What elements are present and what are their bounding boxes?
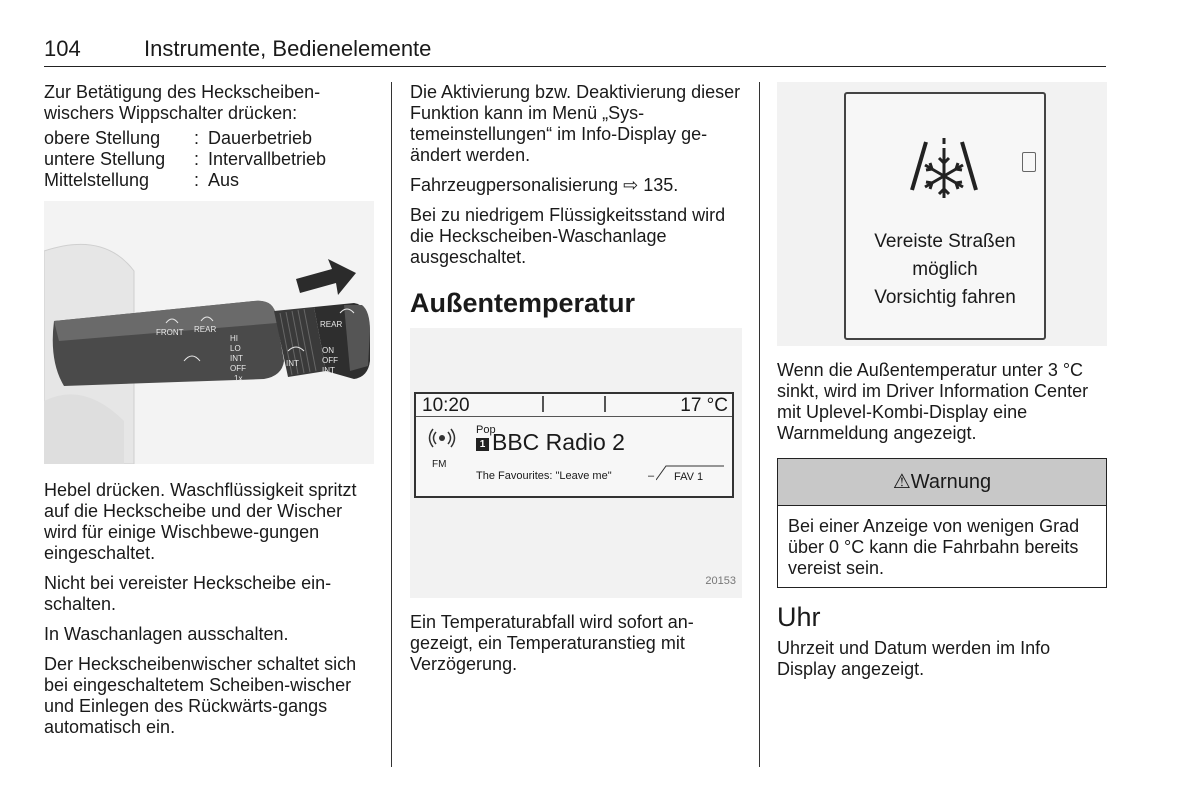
paragraph: Die Aktivierung bzw. Deaktivierung dieser Funktion kann im Menü „Sys-temeinstellungen“ im Info-Display ge-ändert werden. (410, 82, 741, 165)
wiper-stalk-illustration (44, 201, 374, 464)
outside-temperature: 17 °C (680, 395, 728, 416)
status-bar (416, 394, 732, 417)
dic-message (846, 228, 1044, 312)
label-int: INT (230, 354, 243, 363)
position-key: obere Stellung (44, 128, 161, 148)
paragraph: Bei zu niedrigem Flüssigkeitsstand wird die Heckscheiben-Waschanlage ausgeschaltet. (410, 205, 726, 267)
paragraph: In Waschanlagen ausschalten. (44, 624, 289, 644)
preset-badge: 1 (476, 438, 489, 451)
paragraph: Ein Temperaturabfall wird sofort an-gezeigt, ein Temperaturanstieg mit Verzögerung. (410, 612, 694, 674)
switch-positions (44, 128, 374, 191)
snowflake-road-icon (908, 134, 980, 211)
column-1 (44, 82, 374, 747)
column-divider (391, 82, 392, 767)
position-sep: : (194, 170, 200, 190)
divider (604, 396, 606, 412)
position-sep: : (194, 149, 200, 169)
position-row (44, 128, 374, 149)
position-value: Intervallbetrieb (208, 149, 327, 169)
label-off2: OFF (322, 356, 338, 365)
dic-line: Vorsichtig fahren (874, 287, 1016, 308)
position-sep: : (194, 128, 200, 148)
position-value: Aus (208, 170, 240, 190)
warning-title: Warnung (910, 471, 992, 493)
column-2 (410, 82, 745, 684)
wiper-intro: Zur Betätigung des Heckscheiben-wischers Wippschalter drücken: (44, 82, 321, 123)
paragraph: Wenn die Außentemperatur unter 3 °C sinkt, wird im Driver Information Center mit Uplevel-Kombi-Display eine Warnmeldung angezeigt. (777, 360, 1089, 443)
info-display-screen (414, 392, 734, 498)
figure-id: 20153 (705, 575, 736, 587)
radio-icon (428, 428, 456, 457)
fav-label: FAV 1 (674, 471, 704, 483)
paragraph: Fahrzeugpersonalisierung ⇨ 135. (410, 175, 679, 195)
dic-screen (844, 92, 1046, 340)
divider (542, 396, 544, 412)
label-lo: LO (230, 344, 241, 353)
section-heading: Außentemperatur (410, 288, 636, 318)
warning-header (778, 459, 1106, 506)
page-header (44, 34, 1106, 67)
song-title: The Favourites: "Leave me" (476, 470, 612, 482)
genre-label: Pop (476, 424, 496, 436)
ice-warning-figure (777, 82, 1107, 346)
label-int2: INT (286, 359, 299, 368)
clock: 10:20 (422, 395, 470, 416)
column-divider (759, 82, 760, 767)
column-3 (777, 82, 1107, 689)
label-hi: HI (230, 334, 238, 343)
paragraph: Der Heckscheibenwischer schaltet sich bei eingeschaltetem Scheiben-wischer und Einlegen des Rückwärts-gangs automatisch ein. (44, 654, 357, 737)
warning-body: Bei einer Anzeige von wenigen Grad über 0 °C kann die Fahrbahn bereits vereist sein. (788, 516, 1080, 578)
fav-separator: – (648, 470, 655, 482)
label-1x: 1x (234, 374, 243, 383)
paragraph: Hebel drücken. Waschflüssigkeit spritzt auf die Heckscheibe und der Wischer wird für einige Wischbewe-gungen eingeschaltet. (44, 480, 357, 563)
paragraph: Uhrzeit und Datum werden im Info Display angezeigt. (777, 638, 1051, 679)
section-heading: Uhr (777, 602, 821, 632)
label-off: OFF (230, 364, 246, 373)
info-display-figure (410, 328, 742, 598)
band-label: FM (432, 459, 447, 470)
position-row (44, 149, 374, 170)
page-icon (1022, 152, 1036, 172)
page-number: 104 (44, 36, 81, 61)
dic-line: möglich (912, 259, 978, 280)
label-rear2: REAR (320, 320, 343, 329)
label-on: ON (322, 346, 334, 355)
position-key: Mittelstellung (44, 170, 150, 190)
label-rear: REAR (194, 325, 217, 334)
label-int3: INT (322, 366, 335, 375)
position-row (44, 170, 374, 191)
wiper-stalk-figure (44, 201, 374, 464)
page-title: Instrumente, Bedienelemente (144, 36, 432, 61)
station-name: BBC Radio 2 (492, 429, 625, 455)
warning-triangle-icon: ⚠ (892, 471, 911, 493)
label-front: FRONT (156, 328, 184, 337)
dic-line: Vereiste Straßen (874, 231, 1016, 252)
position-key: untere Stellung (44, 149, 166, 169)
position-value: Dauerbetrieb (208, 128, 313, 148)
paragraph: Nicht bei vereister Heckscheibe ein-schalten. (44, 573, 332, 614)
warning-box (777, 458, 1107, 588)
